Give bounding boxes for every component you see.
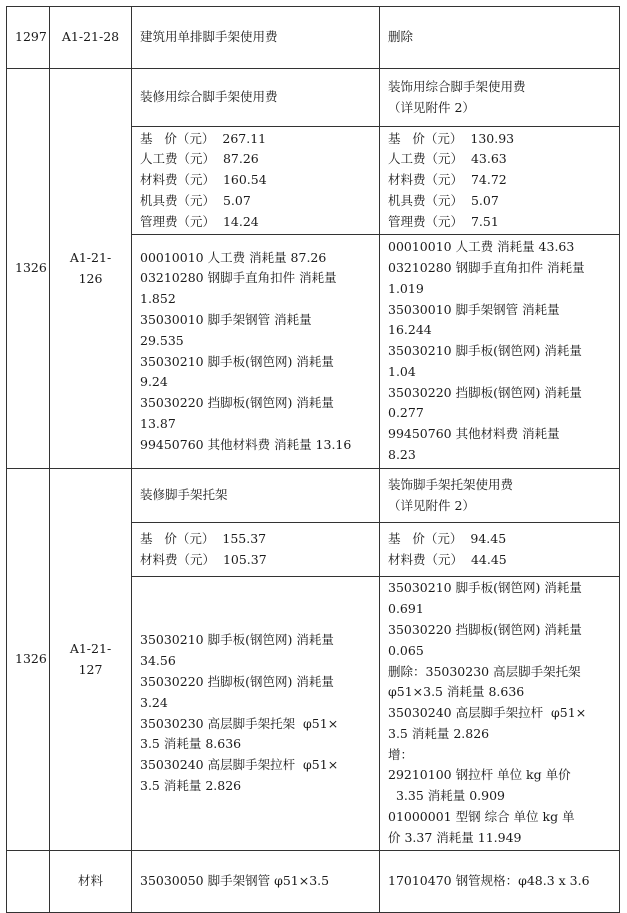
list-item: 8.23 xyxy=(388,447,416,463)
table-row xyxy=(7,7,620,69)
list-item: 9.24 xyxy=(140,374,168,390)
revised-item-name xyxy=(380,69,620,127)
revised-name-note: （详见附件 2） xyxy=(388,99,475,115)
table-row xyxy=(7,851,620,913)
revised-consumption-list xyxy=(380,235,620,469)
material-cost-line: 材料费（元） 160.54 xyxy=(140,172,267,188)
quota-code: A1-21-126 xyxy=(50,69,132,469)
revised-item-name: 删除 xyxy=(380,7,620,69)
base-price-line: 基 价（元） 94.45 xyxy=(388,530,507,546)
list-item: 01000001 型钢 综合 单位 kg 单 xyxy=(388,809,575,825)
revised-name-line: 装饰用综合脚手架使用费 xyxy=(388,78,526,94)
list-item: 35030220 挡脚板(钢笆网) 消耗量 xyxy=(140,673,334,689)
quota-adjustment-table xyxy=(6,6,620,913)
list-item: 3.5 消耗量 2.826 xyxy=(388,725,490,741)
category-label: 材料 xyxy=(50,851,132,913)
list-item: 35030220 挡脚板(钢笆网) 消耗量 xyxy=(140,395,334,411)
list-item: 35030230 高层脚手架托架 φ51× xyxy=(140,715,339,731)
list-item: 1.019 xyxy=(388,280,424,296)
list-item: 35030220 挡脚板(钢笆网) 消耗量 xyxy=(388,621,582,637)
list-item: 35030210 脚手板(钢笆网) 消耗量 xyxy=(388,343,582,359)
list-item: φ51×3.5 消耗量 8.636 xyxy=(388,684,525,700)
base-price-line: 基 价（元） 267.11 xyxy=(140,130,267,146)
list-item: 35030210 脚手板(钢笆网) 消耗量 xyxy=(140,353,334,369)
original-item-name: 装修用综合脚手架使用费 xyxy=(132,69,380,127)
original-item-name: 建筑用单排脚手架使用费 xyxy=(132,7,380,69)
machinery-cost-line: 机具费（元） 5.07 xyxy=(140,192,251,208)
list-item: 1.852 xyxy=(140,291,176,307)
revised-item-name xyxy=(380,469,620,523)
list-item: 价 3.37 消耗量 11.949 xyxy=(388,829,522,845)
management-cost-line: 管理费（元） 14.24 xyxy=(140,213,259,229)
table-row xyxy=(7,469,620,523)
material-cost-line: 材料费（元） 44.45 xyxy=(388,551,507,567)
list-item: 16.244 xyxy=(388,322,432,338)
labor-cost-line: 人工费（元） 43.63 xyxy=(388,151,507,167)
list-item: 29.535 xyxy=(140,332,184,348)
material-cost-line: 材料费（元） 105.37 xyxy=(140,551,267,567)
list-item: 0.277 xyxy=(388,405,424,421)
machinery-cost-line: 机具费（元） 5.07 xyxy=(388,192,499,208)
original-consumption-list xyxy=(132,235,380,469)
revised-name-note: （详见附件 2） xyxy=(388,497,475,513)
serial-number: 1326 xyxy=(7,469,50,851)
list-item: 99450760 其他材料费 消耗量 xyxy=(388,426,560,442)
serial-number: 1297 xyxy=(7,7,50,69)
original-consumption-list xyxy=(132,577,380,851)
list-item: 删除：35030230 高层脚手架托架 xyxy=(388,663,581,679)
table-row xyxy=(7,69,620,127)
original-price-breakdown xyxy=(132,127,380,235)
original-material: 35030050 脚手架钢管 φ51×3.5 xyxy=(132,851,380,913)
list-item: 35030010 脚手架钢管 消耗量 xyxy=(388,301,560,317)
list-item: 0.691 xyxy=(388,601,424,617)
list-item: 03210280 钢脚手直角扣件 消耗量 xyxy=(140,270,337,286)
base-price-line: 基 价（元） 130.93 xyxy=(388,130,515,146)
revised-consumption-list xyxy=(380,577,620,851)
original-item-name: 装修脚手架托架 xyxy=(132,469,380,523)
list-item: 35030240 高层脚手架拉杆 φ51× xyxy=(388,705,587,721)
serial-number xyxy=(7,851,50,913)
list-item: 0.065 xyxy=(388,642,424,658)
list-item: 增： xyxy=(388,746,414,762)
base-price-line: 基 价（元） 155.37 xyxy=(140,530,267,546)
list-item: 34.56 xyxy=(140,653,176,669)
original-price-breakdown xyxy=(132,523,380,577)
labor-cost-line: 人工费（元） 87.26 xyxy=(140,151,259,167)
list-item: 35030010 脚手架钢管 消耗量 xyxy=(140,311,312,327)
list-item: 35030210 脚手板(钢笆网) 消耗量 xyxy=(140,632,334,648)
revised-price-breakdown xyxy=(380,127,620,235)
list-item: 00010010 人工费 消耗量 43.63 xyxy=(388,239,575,255)
list-item: 13.87 xyxy=(140,415,176,431)
revised-name-line: 装饰脚手架托架使用费 xyxy=(388,476,514,492)
material-cost-line: 材料费（元） 74.72 xyxy=(388,172,507,188)
list-item: 35030220 挡脚板(钢笆网) 消耗量 xyxy=(388,384,582,400)
list-item: 3.35 消耗量 0.909 xyxy=(388,788,506,804)
list-item: 35030240 高层脚手架拉杆 φ51× xyxy=(140,757,339,773)
list-item: 3.5 消耗量 2.826 xyxy=(140,777,242,793)
quota-code: A1-21-127 xyxy=(50,469,132,851)
list-item: 3.5 消耗量 8.636 xyxy=(140,736,242,752)
revised-price-breakdown xyxy=(380,523,620,577)
serial-number: 1326 xyxy=(7,69,50,469)
list-item: 1.04 xyxy=(388,363,416,379)
quota-code: A1-21-28 xyxy=(50,7,132,69)
list-item: 35030210 脚手板(钢笆网) 消耗量 xyxy=(388,580,582,596)
list-item: 00010010 人工费 消耗量 87.26 xyxy=(140,249,327,265)
list-item: 29210100 钢拉杆 单位 kg 单价 xyxy=(388,767,571,783)
management-cost-line: 管理费（元） 7.51 xyxy=(388,213,499,229)
list-item: 03210280 钢脚手直角扣件 消耗量 xyxy=(388,259,585,275)
list-item: 99450760 其他材料费 消耗量 13.16 xyxy=(140,436,352,452)
revised-material: 17010470 钢管规格：φ48.3 x 3.6 xyxy=(380,851,620,913)
list-item: 3.24 xyxy=(140,694,168,710)
